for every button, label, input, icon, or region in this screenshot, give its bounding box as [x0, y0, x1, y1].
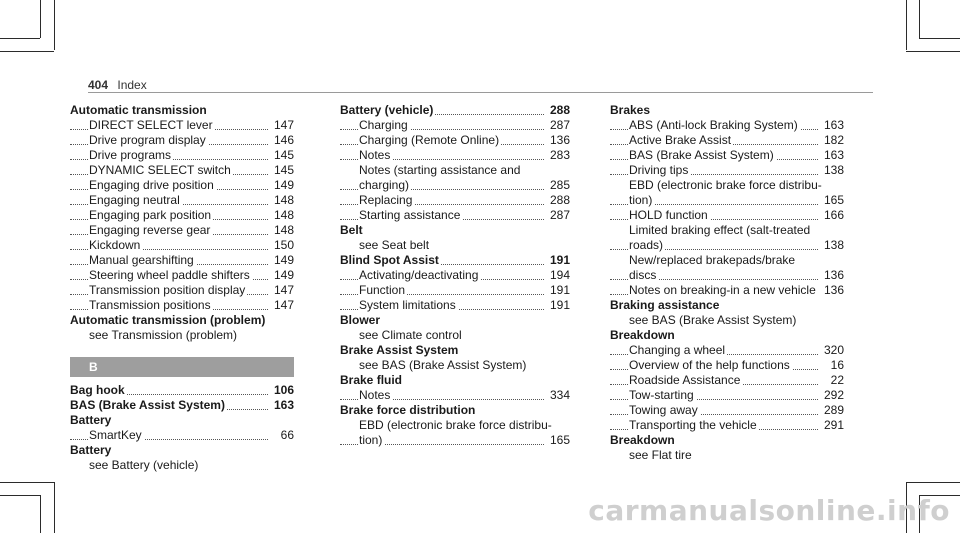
entry-label: EBD (electronic brake force distribu-	[629, 178, 822, 192]
page-reference[interactable]: 194	[547, 268, 570, 283]
index-subentry[interactable]	[340, 118, 570, 133]
index-subentry[interactable]	[70, 268, 294, 283]
entry-label: Replacing	[359, 193, 413, 207]
index-subentry[interactable]	[610, 283, 844, 298]
crop-mark	[0, 495, 40, 496]
entry-label: Notes on breaking-in a new vehicle	[629, 283, 816, 297]
crop-mark	[54, 0, 55, 50]
page-reference[interactable]: 22	[828, 373, 844, 388]
crop-mark	[919, 38, 960, 39]
index-subentry[interactable]	[610, 268, 844, 283]
entry-label: Engaging neutral	[89, 193, 180, 207]
page-reference[interactable]: 289	[821, 403, 844, 418]
entry-label: Belt	[340, 223, 363, 237]
entry-label: charging)	[359, 178, 410, 192]
entry-label: Charging	[359, 118, 408, 132]
entry-label: DYNAMIC SELECT switch	[89, 163, 231, 177]
entry-label: HOLD function	[629, 208, 708, 222]
index-subentry	[340, 328, 570, 343]
page-reference[interactable]: 163	[821, 118, 844, 133]
watermark: carmanualsonline.info	[588, 494, 950, 527]
page-reference[interactable]: 147	[271, 298, 294, 313]
index-entry[interactable]	[340, 253, 570, 268]
entry-label: see Climate control	[359, 328, 462, 342]
index-subentry[interactable]	[70, 133, 294, 148]
index-subentry[interactable]	[610, 358, 844, 373]
crop-mark	[54, 482, 55, 533]
index-subentry	[340, 418, 570, 433]
index-subentry[interactable]	[70, 253, 294, 268]
entry-label: Function	[359, 283, 406, 297]
index-subentry[interactable]	[610, 163, 844, 178]
entry-label: Battery (vehicle)	[340, 103, 434, 117]
index-subentry[interactable]	[70, 118, 294, 133]
page-reference[interactable]: 288	[547, 103, 570, 118]
index-subentry	[610, 253, 844, 268]
entry-label: tion)	[629, 193, 653, 207]
page-reference[interactable]: 147	[271, 283, 294, 298]
index-subentry	[610, 223, 844, 238]
index-entry	[70, 443, 294, 458]
crop-mark	[0, 38, 40, 39]
index-entry	[340, 373, 570, 388]
entry-label: Blind Spot Assist	[340, 253, 439, 267]
index-subentry[interactable]	[70, 208, 294, 223]
index-subentry[interactable]	[610, 418, 844, 433]
page-reference[interactable]: 16	[828, 358, 844, 373]
index-subentry	[340, 358, 570, 373]
index-subentry[interactable]	[610, 118, 844, 133]
index-subentry[interactable]	[340, 148, 570, 163]
page-reference[interactable]: 287	[547, 118, 570, 133]
page-reference[interactable]: 291	[821, 418, 844, 433]
index-subentry[interactable]	[70, 283, 294, 298]
entry-label: Brake Assist System	[340, 343, 459, 357]
index-subentry[interactable]	[70, 428, 294, 443]
index-subentry[interactable]	[610, 193, 844, 208]
page-reference[interactable]: 136	[547, 133, 570, 148]
entry-label: Manual gearshifting	[89, 253, 194, 267]
index-subentry[interactable]	[610, 343, 844, 358]
entry-label: Engaging park position	[89, 208, 212, 222]
index-subentry	[610, 448, 844, 463]
entry-label: Engaging drive position	[89, 178, 214, 192]
index-subentry[interactable]	[340, 133, 570, 148]
entry-label: see Battery (vehicle)	[89, 458, 199, 472]
page-reference[interactable]: 334	[547, 388, 570, 403]
entry-label: Activating/deactivating	[359, 268, 479, 282]
crop-mark	[919, 0, 920, 38]
page-reference[interactable]: 138	[821, 238, 844, 253]
crop-mark	[40, 0, 41, 38]
index-subentry[interactable]	[340, 193, 570, 208]
entry-label: Notes	[359, 148, 391, 162]
index-entry	[340, 403, 570, 418]
entry-label: Transporting the vehicle	[629, 418, 757, 432]
entry-label: Steering wheel paddle shifters	[89, 268, 250, 282]
index-subentry[interactable]	[70, 298, 294, 313]
page-reference[interactable]: 149	[271, 178, 294, 193]
entry-label: see BAS (Brake Assist System)	[629, 313, 797, 327]
index-entry	[610, 328, 844, 343]
crop-mark	[906, 482, 960, 483]
page-reference[interactable]: 191	[547, 298, 570, 313]
entry-label: Brake fluid	[340, 373, 403, 387]
entry-label: Breakdown	[610, 328, 675, 342]
index-entry	[610, 103, 844, 118]
index-column-2	[340, 103, 570, 448]
entry-label: Changing a wheel	[629, 343, 726, 357]
page-reference[interactable]: 136	[821, 268, 844, 283]
index-entry	[70, 413, 294, 428]
entry-label: see BAS (Brake Assist System)	[359, 358, 527, 372]
index-subentry[interactable]	[610, 238, 844, 253]
index-subentry[interactable]	[70, 238, 294, 253]
index-entry[interactable]	[340, 103, 570, 118]
index-entry	[340, 223, 570, 238]
index-subentry[interactable]	[70, 163, 294, 178]
index-subentry[interactable]	[610, 208, 844, 223]
entry-label: Breakdown	[610, 433, 675, 447]
page-reference[interactable]: 148	[271, 193, 294, 208]
index-entry	[70, 103, 294, 118]
index-column-1	[70, 103, 294, 473]
entry-label: ABS (Anti-lock Braking System)	[629, 118, 798, 132]
page-reference[interactable]: 136	[821, 283, 844, 298]
index-entry	[610, 433, 844, 448]
crop-mark	[40, 495, 41, 533]
entry-label: Notes (starting assistance and	[359, 163, 521, 177]
entry-label: see Transmission (problem)	[89, 328, 238, 342]
index-subentry[interactable]	[70, 223, 294, 238]
entry-label: Charging (Remote Online)	[359, 133, 500, 147]
entry-label: Roadside Assistance	[629, 373, 741, 387]
entry-label: Drive programs	[89, 148, 172, 162]
index-subentry[interactable]	[610, 388, 844, 403]
crop-mark	[0, 51, 54, 52]
entry-label: Bag hook	[70, 383, 125, 397]
page-reference[interactable]: 283	[547, 148, 570, 163]
entry-label: Automatic transmission (problem)	[70, 313, 266, 327]
page-reference[interactable]: 287	[547, 208, 570, 223]
page-reference[interactable]: 285	[547, 178, 570, 193]
index-entry[interactable]	[70, 383, 294, 398]
page-header	[88, 78, 147, 92]
index-entry[interactable]	[70, 398, 294, 413]
index-column-3	[610, 103, 844, 463]
entry-label: Transmission positions	[89, 298, 211, 312]
page-reference[interactable]: 292	[821, 388, 844, 403]
entry-label: BAS (Brake Assist System)	[629, 148, 774, 162]
index-subentry	[610, 313, 844, 328]
index-entry	[610, 298, 844, 313]
page-reference[interactable]: 165	[821, 193, 844, 208]
index-subentry	[70, 458, 294, 473]
page-reference[interactable]: 163	[271, 398, 294, 413]
entry-label: New/replaced brakepads/brake	[629, 253, 796, 267]
index-subentry[interactable]	[340, 388, 570, 403]
entry-label: System limitations	[359, 298, 456, 312]
entry-label: Starting assistance	[359, 208, 461, 222]
index-subentry[interactable]	[70, 193, 294, 208]
entry-label: Limited braking effect (salt-treated	[629, 223, 811, 237]
entry-label: Brake force distribution	[340, 403, 476, 417]
entry-label: see Flat tire	[629, 448, 692, 462]
page-reference[interactable]: 146	[271, 133, 294, 148]
entry-label: Drive program display	[89, 133, 206, 147]
page-reference[interactable]: 66	[278, 428, 294, 443]
page-reference[interactable]: 145	[271, 163, 294, 178]
crop-mark	[906, 0, 907, 50]
index-subentry[interactable]	[340, 433, 570, 448]
entry-label: Braking assistance	[610, 298, 720, 312]
page-reference[interactable]: 165	[547, 433, 570, 448]
entry-label: Automatic transmission	[70, 103, 207, 117]
page-reference[interactable]: 163	[821, 148, 844, 163]
page-reference[interactable]: 147	[271, 118, 294, 133]
entry-label: EBD (electronic brake force distribu-	[359, 418, 552, 432]
entry-label: tion)	[359, 433, 383, 447]
page-reference[interactable]: 191	[547, 283, 570, 298]
index-subentry[interactable]	[610, 403, 844, 418]
entry-label: Notes	[359, 388, 391, 402]
entry-label: Battery	[70, 413, 112, 427]
entry-label: see Seat belt	[359, 238, 430, 252]
index-subentry[interactable]	[610, 133, 844, 148]
page-reference[interactable]: 182	[821, 133, 844, 148]
index-subentry[interactable]	[340, 178, 570, 193]
header-divider	[88, 92, 873, 93]
index-subentry	[70, 328, 294, 343]
index-subentry[interactable]	[340, 208, 570, 223]
page-reference[interactable]: 148	[271, 223, 294, 238]
page-reference[interactable]: 288	[547, 193, 570, 208]
index-subentry[interactable]	[610, 148, 844, 163]
entry-label: Engaging reverse gear	[89, 223, 211, 237]
entry-label: BAS (Brake Assist System)	[70, 398, 225, 412]
page-reference[interactable]: 191	[547, 253, 570, 268]
entry-label: Blower	[340, 313, 381, 327]
index-subentry[interactable]	[340, 268, 570, 283]
page-reference[interactable]: 145	[271, 148, 294, 163]
index-subentry[interactable]	[340, 283, 570, 298]
crop-mark	[0, 482, 54, 483]
entry-label: Transmission position display	[89, 283, 246, 297]
page-reference[interactable]: 138	[821, 163, 844, 178]
index-subentry[interactable]	[70, 178, 294, 193]
index-entry	[340, 313, 570, 328]
index-subentry	[340, 163, 570, 178]
page-reference[interactable]: 148	[271, 208, 294, 223]
entry-label: Driving tips	[629, 163, 689, 177]
index-subentry	[340, 238, 570, 253]
index-subentry[interactable]	[340, 298, 570, 313]
index-subentry[interactable]	[70, 148, 294, 163]
entry-label: discs	[629, 268, 657, 282]
page-reference[interactable]: 149	[271, 253, 294, 268]
entry-label: DIRECT SELECT lever	[89, 118, 213, 132]
page-reference[interactable]: 166	[821, 208, 844, 223]
entry-label: Overview of the help functions	[629, 358, 790, 372]
entry-label: SmartKey	[89, 428, 142, 442]
index-entry	[70, 313, 294, 328]
entry-label: Tow-starting	[629, 388, 694, 402]
index-entry	[340, 343, 570, 358]
crop-mark	[906, 51, 960, 52]
page-reference[interactable]: 320	[821, 343, 844, 358]
entry-label: Towing away	[629, 403, 698, 417]
letter-section-header: B	[70, 357, 294, 377]
page-reference[interactable]: 149	[271, 268, 294, 283]
section-title: Index	[117, 78, 147, 92]
page-number: 404	[88, 78, 109, 92]
entry-label: Active Brake Assist	[629, 133, 732, 147]
entry-label: Brakes	[610, 103, 651, 117]
entry-label: Battery	[70, 443, 112, 457]
page-reference[interactable]: 106	[271, 383, 294, 398]
entry-label: Kickdown	[89, 238, 141, 252]
index-subentry[interactable]	[610, 373, 844, 388]
entry-label: roads)	[629, 238, 664, 252]
page-reference[interactable]: 150	[271, 238, 294, 253]
index-subentry	[610, 178, 844, 193]
